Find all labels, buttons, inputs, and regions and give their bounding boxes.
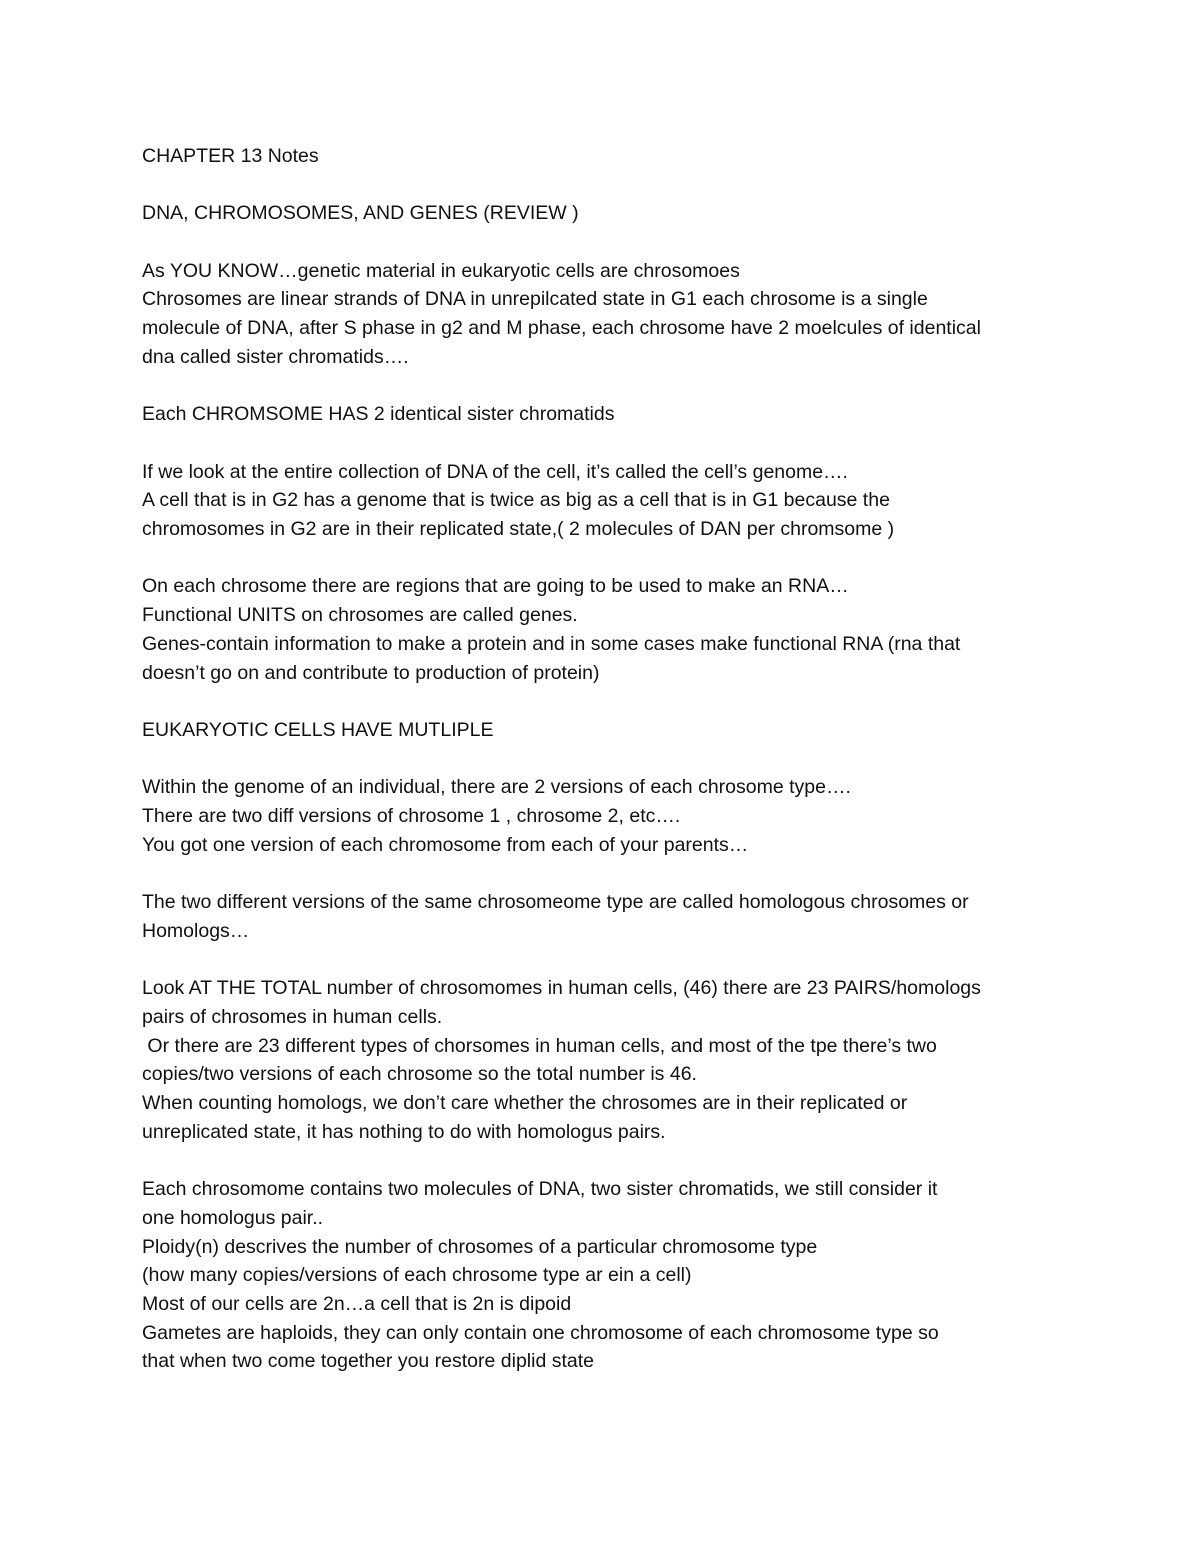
text-line: A cell that is in G2 has a genome that is twice as big as a cell that is in G1 because the — [142, 489, 890, 512]
paragraph-total-number — [142, 974, 1072, 1146]
paragraph-versions — [142, 773, 1072, 859]
text-line: There are two diff versions of chrosome 1 , chrosome 2, etc…. — [142, 805, 681, 828]
text-line: Most of our cells are 2n…a cell that is 2n is dipoid — [142, 1292, 572, 1315]
text-line: The two different versions of the same chrosomeome type are called homologous chrosomes or — [142, 891, 969, 914]
text-line: Functional UNITS on chrosomes are called genes. — [142, 604, 578, 627]
text-line: Each chrosomome contains two molecules of DNA, two sister chromatids, we still consider it — [142, 1178, 938, 1201]
text-line: chromosomes in G2 are in their replicated state,( 2 molecules of DAN per chromsome ) — [142, 518, 895, 541]
text-line: Look AT THE TOTAL number of chrosomomes in human cells, (46) there are 23 PAIRS/homologs — [142, 977, 981, 1000]
text-line: unreplicated state, it has nothing to do with homologus pairs. — [142, 1120, 666, 1143]
title-line: CHAPTER 13 Notes — [142, 145, 319, 167]
paragraph-genome — [142, 458, 1072, 544]
paragraph-homologs — [142, 888, 1072, 945]
text-line: EUKARYOTIC CELLS HAVE MUTLIPLE — [142, 718, 494, 741]
paragraph-eukaryotic-heading — [142, 716, 1072, 745]
text-line: Chrosomes are linear strands of DNA in unrepilcated state in G1 each chrosome is a single — [142, 288, 928, 311]
text-line: Within the genome of an individual, there are 2 versions of each chrosome type…. — [142, 776, 851, 799]
blank-line — [142, 372, 1072, 401]
text-line: On each chrosome there are regions that are going to be used to make an RNA… — [142, 575, 849, 598]
text-line: DNA, CHROMOSOMES, AND GENES (REVIEW ) — [142, 202, 579, 225]
text-line: molecule of DNA, after S phase in g2 and M phase, each chrosome have 2 moelcules of identical — [142, 317, 981, 340]
document-body — [142, 142, 1072, 1405]
text-line: one homologus pair.. — [142, 1206, 324, 1229]
text-line: When counting homologs, we don’t care whether the chrosomes are in their replicated or — [142, 1092, 908, 1115]
paragraph-section-heading — [142, 199, 1072, 228]
paragraph-genetic-material — [142, 257, 1072, 429]
text-line: Homologs… — [142, 919, 250, 942]
text-line: Gametes are haploids, they can only contain one chromosome of each chromosome type so — [142, 1321, 939, 1344]
text-line: (how many copies/versions of each chrosome type ar ein a cell) — [142, 1264, 692, 1287]
document-title — [142, 142, 1072, 171]
text-line: Genes-contain information to make a protein and in some cases make functional RNA (rna that — [142, 632, 961, 655]
text-line: that when two come together you restore diplid state — [142, 1350, 595, 1373]
text-line: Or there are 23 different types of chorsomes in human cells, and most of the tpe there’s two — [142, 1034, 937, 1057]
text-line: As YOU KNOW…genetic material in eukaryotic cells are chrosomoes — [142, 259, 740, 282]
text-line: You got one version of each chromosome from each of your parents… — [142, 833, 749, 856]
paragraph-genes — [142, 572, 1072, 687]
text-line: Ploidy(n) descrives the number of chrosomes of a particular chromosome type — [142, 1235, 818, 1258]
text-line: Each CHROMSOME HAS 2 identical sister chromatids — [142, 403, 615, 426]
text-line: If we look at the entire collection of DNA of the cell, it’s called the cell’s genome…. — [142, 460, 848, 483]
text-line: pairs of chrosomes in human cells. — [142, 1005, 443, 1028]
text-line: copies/two versions of each chrosome so the total number is 46. — [142, 1063, 697, 1086]
text-line: dna called sister chromatids…. — [142, 345, 409, 368]
text-line: doesn’t go on and contribute to production of protein) — [142, 661, 600, 684]
paragraph-ploidy — [142, 1175, 1072, 1376]
